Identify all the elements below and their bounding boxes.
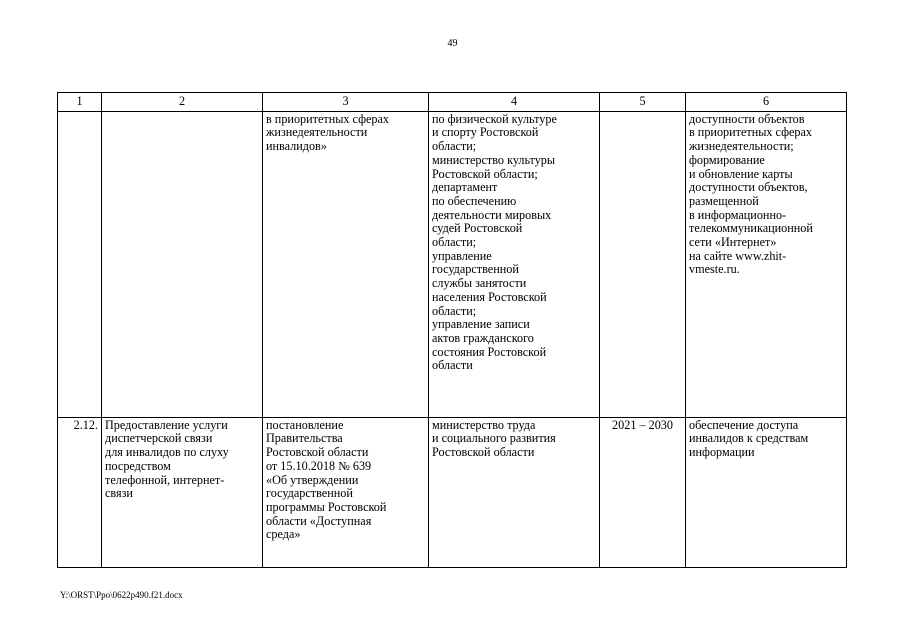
cell-text-line: состояния Ростовской [432,344,547,359]
cell-text-line: в приоритетных сферах [266,111,390,126]
cell-text-line: посредством [105,458,171,473]
cell-text-line: и спорту Ростовской [432,125,539,140]
cell-text-line: обеспечение доступа [689,417,799,432]
cell-text-line: программы Ростовской [266,499,387,514]
cell-text-line: службы занятости [432,276,527,291]
table-row-continued [58,111,847,417]
cell-text-line: по физической культуре [432,111,557,126]
cell-text-line: в информационно- [689,207,787,222]
cell-text-line: министерство культуры [432,152,556,167]
header-col-3: 3 [263,93,429,112]
cell-text-line: в приоритетных сферах [689,125,813,140]
continued-col3 [263,111,429,417]
cell-text-line: жизнедеятельности [266,125,368,140]
cell-text-line: государственной [266,486,353,501]
cell-text-line: области [432,358,473,373]
cell-text-line: области; [432,235,477,250]
cell-text-line: постановление [266,417,344,432]
cell-text-line: доступности объектов [689,111,805,126]
cell-text-line: доступности объектов, [689,180,808,195]
cell-text-line: управление записи [432,317,530,332]
cell-text-line: по обеспечению [432,193,517,208]
cell-text-line: от 15.10.2018 № 639 [266,458,372,473]
row-2-12-period: 2021 – 2030 [600,417,686,567]
cell-text-line: связи [105,486,133,501]
row-2-12-basis [263,417,429,567]
cell-text-line: Предоставление услуги [105,417,228,432]
cell-text-line: «Об утверждении [266,472,359,487]
header-col-1: 1 [58,93,102,112]
continued-col1 [58,111,102,417]
cell-text-line: судей Ростовской [432,221,523,236]
table-row-2-12 [58,417,847,567]
cell-text-line: телекоммуникационной [689,221,813,236]
cell-text-line: области; [432,139,477,154]
cell-text-line: жизнедеятельности; [689,139,794,154]
cell-text-line: Ростовской области [432,445,535,460]
cell-text-line: департамент [432,180,498,195]
cell-text-line: населения Ростовской [432,289,547,304]
header-col-5: 5 [600,93,686,112]
program-table [57,92,847,568]
row-2-12-executor [429,417,600,567]
cell-text-line: области; [432,303,477,318]
header-col-2: 2 [102,93,263,112]
row-2-12-result [686,417,847,567]
cell-text-line: инвалидов к средствам [689,431,809,446]
cell-text-line: диспетчерской связи [105,431,213,446]
cell-text-line: Правительства [266,431,343,446]
cell-text-line: vmeste.ru. [689,262,740,277]
cell-text-line: актов гражданского [432,330,534,345]
cell-text-line: размещенной [689,193,759,208]
cell-text-line: инвалидов» [266,139,327,154]
header-col-6: 6 [686,93,847,112]
continued-col5 [600,111,686,417]
cell-text-line: и социального развития [432,431,556,446]
cell-text-line: телефонной, интернет- [105,472,225,487]
row-2-12-number: 2.12. [58,417,102,567]
cell-text-line: министерство труда [432,417,536,432]
cell-text-line: управление [432,248,492,263]
continued-col4 [429,111,600,417]
cell-text-line: области «Доступная [266,513,372,528]
cell-text-line: Ростовской области [266,445,369,460]
cell-text-line: государственной [432,262,519,277]
header-row [58,93,847,112]
cell-text-line: информации [689,445,755,460]
cell-text-line: деятельности мировых [432,207,552,222]
page-number: 49 [447,38,458,49]
header-col-4: 4 [429,93,600,112]
cell-text-line: Ростовской области; [432,166,538,181]
cell-text-line: на сайте www.zhit- [689,248,787,263]
footer-file-path: Y:\ORST\Ppo\0622p490.f21.docx [60,590,183,600]
cell-text-line: для инвалидов по слуху [105,445,229,460]
cell-text-line: формирование [689,152,765,167]
continued-col2 [102,111,263,417]
row-2-12-measure [102,417,263,567]
cell-text-line: среда» [266,527,301,542]
cell-text-line: и обновление карты [689,166,793,181]
cell-text-line: сети «Интернет» [689,235,777,250]
continued-col6 [686,111,847,417]
